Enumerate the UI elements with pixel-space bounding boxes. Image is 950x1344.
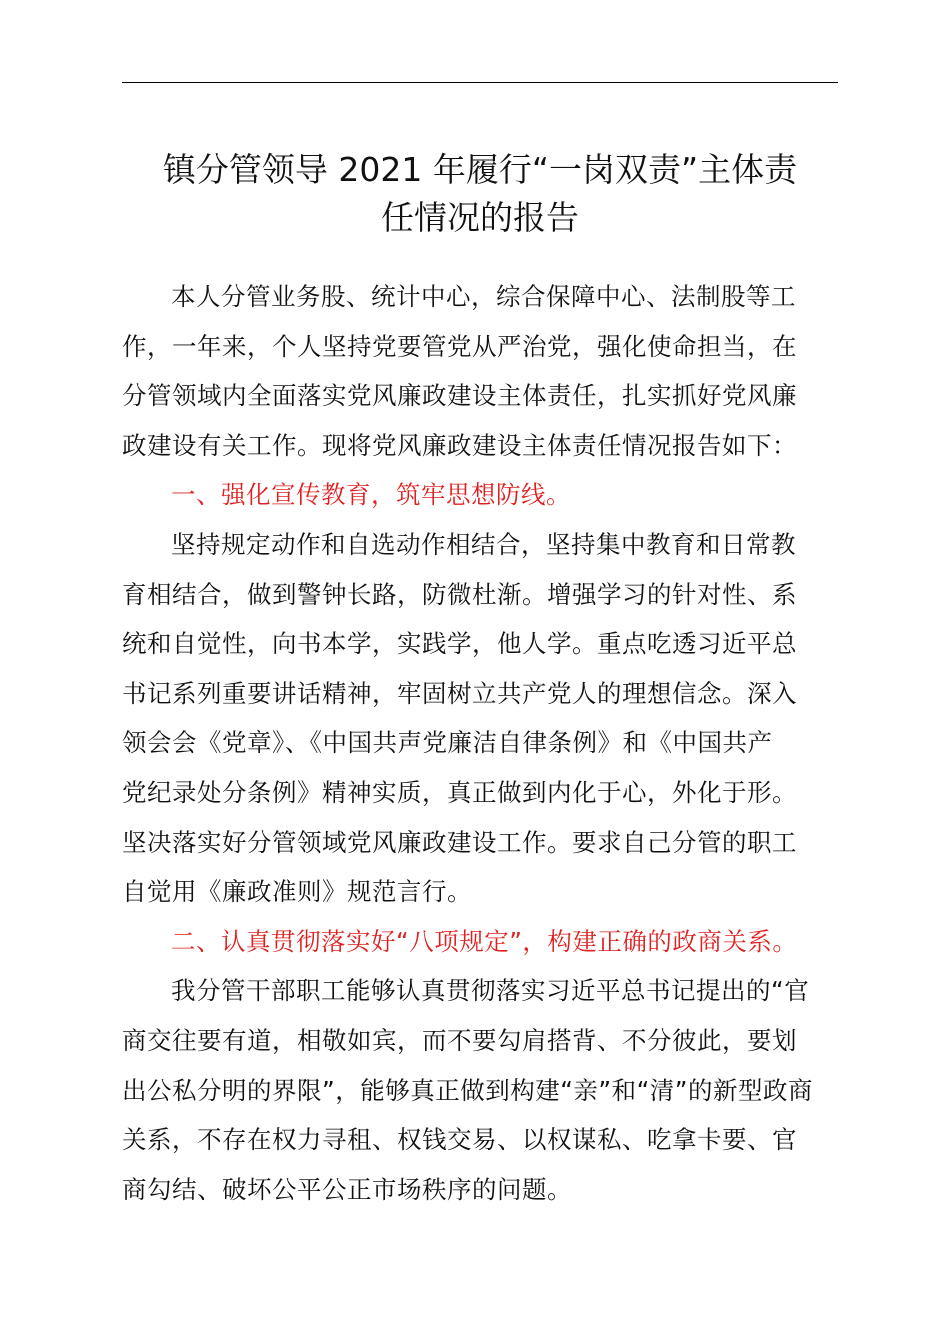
text-line: 出公私分明的界限”，能够真正做到构建“亲”和“清”的新型政商: [122, 1075, 813, 1105]
header-rule: [122, 82, 838, 83]
section-2-paragraph: [122, 966, 838, 1214]
text-line: 政建设有关工作。现将党风廉政建设主体责任情况报告如下：: [122, 430, 797, 460]
text-line: 分管领域内全面落实党风廉政建设主体责任，扎实抓好党风廉: [122, 381, 797, 411]
heading-text: 二、认真贯彻落实好“八项规定”，构建正确的政商关系。: [171, 926, 798, 956]
text-line: 商交往要有道，相敬如宾，而不要勾肩搭背、不分彼此，要划: [122, 1025, 797, 1055]
text-line: 坚决落实好分管领域党风廉政建设工作。要求自己分管的职工: [122, 827, 797, 857]
text-line: 自觉用《廉政准则》规范言行。: [122, 877, 472, 907]
title-line-1: 镇分管领导 2021 年履行“一岗双责”主体责: [162, 150, 798, 189]
text-line: 书记系列重要讲话精神，牢固树立共产党人的理想信念。深入: [122, 678, 797, 708]
text-line: 本人分管业务股、统计中心，综合保障中心、法制股等工: [171, 282, 796, 311]
section-1-heading: [122, 470, 838, 520]
text-line: 关系，不存在权力寻租、权钱交易、以权谋私、吃拿卡要、官: [122, 1125, 797, 1155]
title-line-2: 任情况的报告: [381, 198, 579, 237]
document-body: [122, 272, 838, 1214]
text-line: 统和自觉性，向书本学，实践学，他人学。重点吃透习近平总: [122, 629, 797, 659]
text-line: 我分管干部职工能够认真贯彻落实习近平总书记提出的“官: [171, 976, 810, 1006]
document-title: [122, 146, 838, 242]
section-1-paragraph: [122, 520, 838, 917]
text-line: 坚持规定动作和自选动作相结合，坚持集中教育和日常教: [171, 529, 796, 559]
text-line: 作，一年来，个人坚持党要管党从严治党，强化使命担当，在: [122, 331, 797, 361]
text-line: 党纪录处分条例》精神实质，真正做到内化于心，外化于形。: [122, 777, 797, 807]
text-line: 育相结合，做到警钟长路，防微杜渐。增强学习的针对性、系: [122, 579, 797, 609]
heading-text: 一、强化宣传教育，筑牢思想防线。: [171, 480, 571, 510]
section-2-heading: [122, 917, 838, 967]
text-line: 领会会《党章》、《中国共声党廉洁自律条例》和《中国共产: [122, 728, 773, 758]
text-line: 商勾结、破坏公平公正市场秩序的问题。: [122, 1174, 572, 1204]
intro-paragraph: [122, 272, 838, 470]
